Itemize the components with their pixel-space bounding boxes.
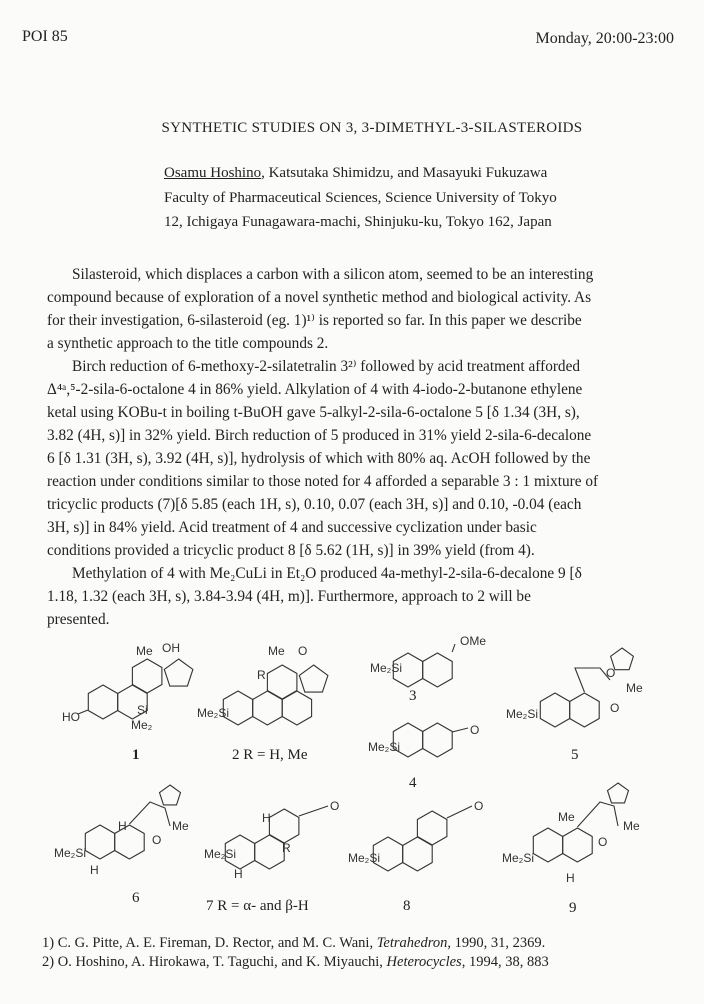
atom-label: H (566, 871, 575, 885)
atom-label: OMe (460, 634, 487, 648)
ring (423, 723, 453, 757)
body-line: ketal using KOBu-t in boiling t-BuOH gave 5-alkyl-2-sila-6-octalone 5 [δ 1.34 (3H, s), (47, 404, 580, 421)
body-line: 1.18, 1.32 (each 3H, s), 3.84-3.94 (4H, m)]. Furthermore, approach to 2 will be (47, 588, 531, 605)
ring (160, 785, 181, 805)
atom-label: Me (268, 644, 285, 658)
body-line: Silasteroid, which displaces a carbon with a silicon atom, seemed to be an interesting (72, 266, 594, 283)
body-line: Δ⁴ᵃ,⁵-2-sila-6-octalone 4 in 86% yield. Alkylation of 4 with 4-iodo-2-butanone ethylene (47, 381, 583, 398)
address: 12, Ichigaya Funagawara-machi, Shinjuku-ku, Tokyo 162, Japan (164, 214, 552, 230)
abstract-body (47, 263, 675, 631)
atom-label: Me₂Si (348, 851, 380, 865)
bond (452, 728, 468, 732)
atom-label: O (610, 701, 620, 715)
atom-label: O (474, 799, 484, 813)
body-line: a synthetic approach to the title compounds 2. (47, 335, 329, 352)
ring (563, 828, 593, 862)
atom-label: H (234, 867, 243, 881)
compound-number: 4 (409, 775, 417, 791)
atom-label: O (606, 666, 616, 680)
atom-label: H (90, 863, 99, 877)
compound-number: 6 (132, 890, 140, 906)
reference-item: 2) O. Hoshino, A. Hirokawa, T. Taguchi, and K. Miyauchi, Heterocycles, 1994, 38, 883 (42, 954, 549, 970)
atom-label: OH (162, 641, 180, 655)
co-authors: , Katsutaka Shimidzu, and Masayuki Fukuzawa (261, 165, 548, 181)
compound-number: 3 (409, 688, 417, 704)
ring (540, 693, 569, 727)
body-line: tricyclic products (7)[δ 5.85 (each 1H, s), 0.10, 0.07 (each 3H, s)] and 0.10, -0.04 (each (47, 496, 582, 513)
atom-label: Me (172, 819, 189, 833)
compound-number: 9 (569, 900, 577, 916)
bond (299, 806, 328, 816)
body-line: reaction under conditions similar to those noted for 4 afforded a separable 3 : 1 mixture of (47, 473, 599, 490)
atom-label: O (298, 644, 308, 658)
bond (129, 802, 170, 826)
affiliation: Faculty of Pharmaceutical Sciences, Science University of Tokyo (164, 190, 557, 206)
body-line: presented. (47, 611, 110, 628)
atom-label: Me (623, 819, 640, 833)
ring (164, 659, 193, 686)
body-line: 3.82 (4H, s)] in 32% yield. Birch reduction of 5 produced in 31% yield 2-sila-6-decalone (47, 427, 592, 444)
atom-label: Me₂Si (54, 846, 86, 860)
body-line: 6 [δ 1.31 (3H, s), 3.92 (4H, s)], hydrolysis of which with 80% aq. AcOH followed by the (47, 450, 591, 467)
ring (85, 825, 114, 859)
reference-item: 1) C. G. Pitte, A. E. Fireman, D. Rector, and M. C. Wani, Tetrahedron, 1990, 31, 2369. (42, 935, 546, 951)
atom-label: Me (626, 681, 643, 695)
compound-number: 2 R = H, Me (232, 747, 308, 763)
author-line (164, 165, 547, 182)
atom-label: O (598, 835, 608, 849)
bond (577, 802, 618, 827)
atom-label: Me₂Si (204, 847, 236, 861)
bond (447, 806, 472, 818)
atom-label: Me₂ (131, 718, 153, 732)
atom-label: Me₂Si (502, 851, 534, 865)
ring (533, 828, 562, 862)
atom-label: Si (137, 703, 148, 717)
bond (452, 644, 455, 652)
ring (570, 693, 600, 727)
body-line: Methylation of 4 with Me₂CuLi in Et₂O produced 4a-methyl-2-sila-6-decalone 9 [δ (72, 565, 582, 582)
ring (88, 685, 117, 719)
atom-label: O (152, 833, 162, 847)
atom-label: H (118, 819, 127, 833)
ring (423, 653, 453, 687)
atom-label: R (282, 841, 291, 855)
session-time: Monday, 20:00-23:00 (535, 30, 674, 47)
atom-label: Me₂Si (368, 740, 400, 754)
atom-label: R (257, 668, 266, 682)
atom-label: O (470, 723, 480, 737)
atom-label: H (262, 811, 271, 825)
atom-label: Me₂Si (197, 706, 229, 720)
bond (575, 668, 610, 692)
session-code: POI 85 (22, 28, 68, 45)
atom-label: Me₂Si (370, 661, 402, 675)
body-line: compound because of exploration of a novel synthetic method and biological activity. As (47, 289, 592, 306)
compound-number: 1 (132, 747, 140, 763)
body-line: Birch reduction of 6-methoxy-2-silatetralin 3²⁾ followed by acid treatment afforded (72, 358, 581, 375)
atom-label: Me₂Si (506, 707, 538, 721)
references (42, 934, 549, 972)
atom-label: O (330, 799, 340, 813)
ring (608, 783, 629, 803)
atom-label: Me (136, 644, 153, 658)
ring (299, 665, 328, 692)
body-line: for their investigation, 6-silasteroid (eg. 1)¹⁾ is reported so far. In this paper we describe (47, 312, 582, 329)
compound-number: 7 R = α- and β-H (206, 898, 309, 914)
body-line: 3H, s)] in 84% yield. Acid treatment of 4 and successive cyclization under basic (47, 519, 537, 536)
presenting-author: Osamu Hoshino (164, 165, 262, 181)
body-line: conditions provided a tricyclic product 8 [δ 5.62 (1H, s)] in 39% yield (from 4). (47, 542, 535, 559)
chemical-structures (0, 630, 704, 920)
atom-label: HO (62, 710, 80, 724)
paper-title: SYNTHETIC STUDIES ON 3, 3-DIMETHYL-3-SILASTEROIDS (161, 120, 583, 136)
compound-number: 8 (403, 898, 411, 914)
compound-number: 5 (571, 747, 579, 763)
atom-label: Me (558, 810, 575, 824)
